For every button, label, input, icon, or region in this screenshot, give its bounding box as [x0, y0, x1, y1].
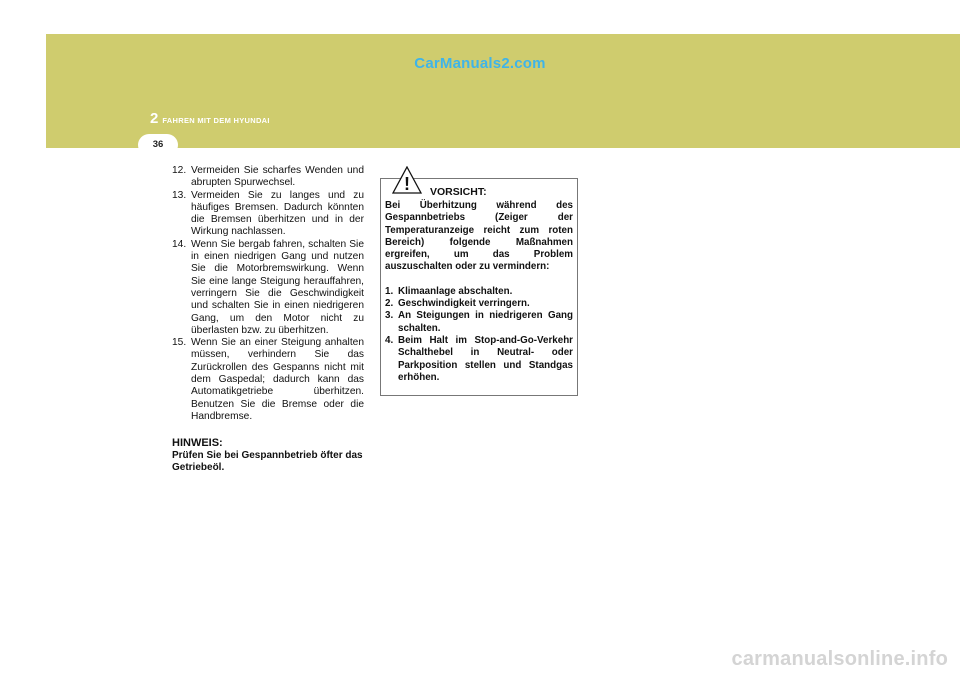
item-text: Wenn Sie bergab fahren, schalten Sie in einen niedrigen Gang und nutzen Sie die Motorbremswirkung. Wenn Sie eine lange Steigung herauffahren, verringern Sie die Geschwindigkeit und schalten Sie in einen niedrigeren Gang, um den Motor nicht zu überlasten bzw. zu überhitzen. [191, 238, 364, 336]
list-item [172, 239, 364, 337]
caution-item-number: 4. [385, 334, 394, 346]
caution-item [385, 335, 573, 384]
watermark-link[interactable]: CarManuals2.com [414, 55, 546, 72]
svg-text:!: ! [404, 174, 410, 194]
caution-item [385, 298, 573, 310]
list-item [172, 337, 364, 423]
chapter-title: FAHREN MIT DEM HYUNDAI [162, 116, 270, 125]
left-column [172, 165, 364, 474]
item-text: Vermeiden Sie zu langes und zu häufiges Bremsen. Dadurch könnten die Bremsen überhitzen und in der Wirkung nachlassen. [191, 189, 364, 238]
chapter-heading [150, 110, 270, 127]
caution-title: VORSICHT: [430, 186, 487, 198]
caution-item-text: An Steigungen in niedrigeren Gang schalten. [398, 310, 573, 334]
footer-watermark-link[interactable]: carmanualsonline.info [731, 648, 948, 670]
caution-item-text: Beim Halt im Stop-and-Go-Verkehr Schalthebel in Neutral- oder Parkposition stellen und Standgas erhöhen. [398, 334, 573, 383]
item-number: 12. [172, 165, 187, 176]
caution-item [385, 286, 573, 298]
list-item [172, 165, 364, 190]
note-heading: HINWEIS: [172, 437, 223, 450]
caution-body [385, 200, 573, 384]
item-text: Wenn Sie an einer Steigung anhalten müssen, verhindern Sie das Zurückrollen des Gespanns nicht mit dem Gaspedal; dadurch kann das Automatikgetriebe überhitzen. Benutzen Sie die Bremse oder die Handbremse. [191, 337, 364, 422]
caution-item-text: Klimaanlage abschalten. [398, 285, 513, 297]
page-number: 36 [152, 139, 164, 150]
caution-intro: Bei Überhitzung während des Gespannbetriebs (Zeiger der Temperaturanzeige reicht zum roten Bereich) folgende Maßnahmen ergreifen, um das Problem auszuschalten oder zu vermindern: [385, 200, 573, 273]
item-number: 15. [172, 337, 187, 349]
caution-item-number: 3. [385, 310, 394, 322]
list-item [172, 190, 364, 239]
caution-item-number: 1. [385, 285, 394, 297]
chapter-number: 2 [150, 110, 159, 127]
item-text: Vermeiden Sie scharfes Wenden und abrupten Spurwechsel. [191, 165, 364, 189]
caution-item [385, 310, 573, 335]
note-text: Prüfen Sie bei Gespannbetrieb öfter das Getriebeöl. [172, 449, 363, 473]
item-number: 14. [172, 238, 187, 250]
caution-item-text: Geschwindigkeit verringern. [398, 298, 530, 310]
header-band [46, 34, 960, 148]
caution-item-number: 2. [385, 298, 394, 310]
caution-list [385, 286, 573, 384]
item-number: 13. [172, 189, 187, 201]
warning-triangle-icon [392, 166, 422, 194]
